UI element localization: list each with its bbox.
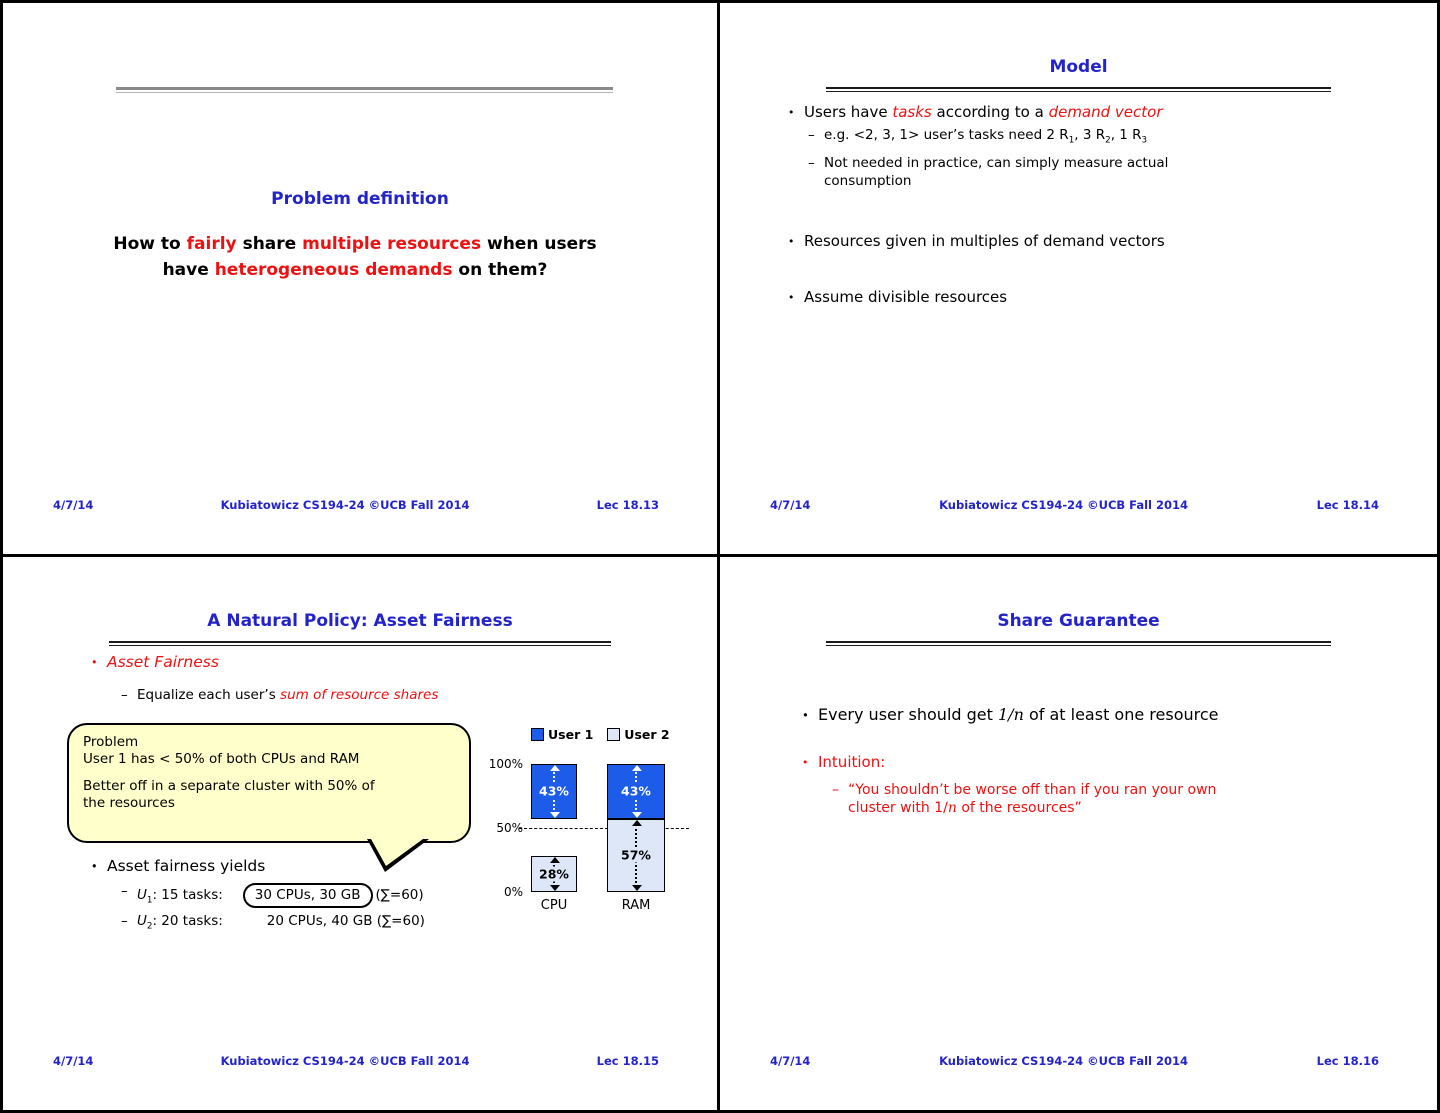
- footer-date: 4/7/14: [53, 1054, 94, 1068]
- bullet-measure-consumption: [808, 155, 1248, 190]
- subscript: 1: [1068, 135, 1075, 146]
- bullet-tasks-demand-vector: [786, 103, 1374, 121]
- subscript: 2: [146, 921, 153, 932]
- footer-lecture-number: Lec 18.13: [596, 497, 659, 512]
- segment-label: 43%: [621, 783, 651, 799]
- bullet-asset-fairness: • Asset Fairness: [89, 653, 219, 671]
- footer-lecture-number: Lec 18.14: [1316, 497, 1379, 512]
- slide-asset-fairness: [3, 557, 720, 1111]
- text-segment: Every user should get: [818, 704, 998, 724]
- text-segment: U: [137, 912, 147, 929]
- title-underline: [826, 87, 1331, 92]
- slide-share-guarantee: [720, 557, 1437, 1111]
- slide-body: [786, 103, 1374, 306]
- text-segment: “You shouldn’t be worse off than if you ran your own: [848, 781, 1217, 798]
- text-segment: sum of resource shares: [280, 686, 439, 703]
- bullet-demand-example: [808, 127, 1248, 147]
- text-segment: Better off in a separate cluster with 50% of: [83, 777, 375, 794]
- top-divider-rule: [116, 87, 613, 93]
- circled-allocation: 30 CPUs, 30 GB: [243, 883, 373, 909]
- user2-color-swatch: [607, 728, 620, 741]
- text-segment: Equalize each user’s: [137, 686, 281, 703]
- footer-lecture-number: Lec 18.16: [1316, 1054, 1379, 1068]
- text-segment: tasks: [892, 103, 932, 121]
- text-segment: U: [137, 886, 147, 903]
- subscript: 2: [1105, 135, 1111, 146]
- text-segment: have: [162, 260, 215, 281]
- footer-date: 4/7/14: [770, 1054, 811, 1068]
- segment-label: 43%: [539, 783, 569, 799]
- math-segment: 1/n: [998, 704, 1024, 724]
- footer-attribution: Kubiatowicz CS194-24 ©UCB Fall 2014: [939, 1054, 1188, 1068]
- sub-bullet-group: [808, 127, 1248, 190]
- bullet-divisible-resources: • Assume divisible resources: [786, 288, 1374, 306]
- legend-item-user2: [607, 727, 669, 742]
- text-segment: demand vector: [1048, 103, 1163, 121]
- chart-legend: [531, 727, 711, 742]
- legend-label: User 2: [624, 726, 670, 742]
- text-segment: How to: [113, 234, 187, 254]
- bullet-user2-allocation: [121, 913, 425, 933]
- slide-title: Share Guarantee: [997, 610, 1160, 631]
- text-segment: heterogeneous demands: [214, 260, 453, 281]
- legend-item-user1: [531, 727, 593, 742]
- slide-footer: [53, 1054, 659, 1068]
- callout-line: User 1 has < 50% of both CPUs and RAM: [83, 751, 360, 768]
- xlabel-ram: RAM: [621, 897, 651, 913]
- slide-title: A Natural Policy: Asset Fairness: [207, 610, 513, 631]
- math-segment: n: [947, 799, 957, 816]
- bullet-user1-allocation: [121, 883, 424, 909]
- bullet-asset-fairness-yields: • Asset fairness yields: [89, 857, 265, 875]
- bullet-intuition: • Intuition:: [800, 753, 885, 771]
- ytick-0: 0%: [503, 884, 523, 899]
- footer-date: 4/7/14: [770, 497, 811, 512]
- text-segment: the resources: [83, 795, 175, 812]
- bar-cpu: [531, 764, 577, 892]
- slide-title: Model: [1049, 57, 1108, 77]
- footer-lecture-number: Lec 18.15: [596, 1054, 659, 1068]
- text-segment: multiple resources: [302, 234, 482, 254]
- text-segment: of the resources”: [956, 799, 1082, 816]
- xlabel-cpu: CPU: [540, 897, 568, 913]
- subscript: 3: [1141, 135, 1148, 146]
- plot-area: [488, 756, 681, 913]
- slide-footer: [770, 1054, 1379, 1068]
- segment-label: 28%: [539, 866, 569, 882]
- asset-fairness-chart: [488, 726, 711, 913]
- cpu-user1-segment: [531, 764, 577, 819]
- ram-user2-segment: [607, 819, 665, 892]
- text-segment: (∑=60): [375, 886, 424, 903]
- text-segment: : 15 tasks:: [152, 886, 223, 903]
- slide-footer: [770, 498, 1379, 512]
- text-segment: on them?: [452, 260, 548, 281]
- subscript: 1: [146, 895, 153, 906]
- title-underline: [109, 641, 611, 646]
- text-segment: , 1 R: [1110, 127, 1142, 143]
- bullet-intuition-quote: [832, 781, 1292, 817]
- slide-footer: [53, 498, 659, 512]
- bar-ram: [607, 764, 665, 892]
- segment-label: 57%: [621, 847, 651, 863]
- text-segment: fairly: [186, 234, 237, 254]
- problem-callout: [67, 723, 471, 843]
- text-segment: consumption: [824, 172, 912, 189]
- legend-label: User 1: [548, 726, 594, 742]
- callout-line: Problem: [83, 733, 139, 750]
- slide-title: Problem definition: [271, 189, 449, 209]
- text-segment: according to a: [931, 103, 1049, 121]
- user1-color-swatch: [531, 728, 544, 741]
- callout-line: [83, 778, 455, 813]
- bullet-equalize-shares: [121, 687, 438, 705]
- text-segment: : 20 tasks:: [152, 912, 223, 929]
- text-segment: of at least one resource: [1023, 704, 1219, 724]
- ytick-100: 100%: [488, 756, 523, 771]
- footer-attribution: Kubiatowicz CS194-24 ©UCB Fall 2014: [220, 497, 470, 512]
- text-segment: e.g. <2, 3, 1> user’s tasks need 2 R: [824, 127, 1069, 143]
- footer-attribution: Kubiatowicz CS194-24 ©UCB Fall 2014: [939, 497, 1188, 512]
- ytick-50: 50%: [496, 820, 523, 835]
- text-segment: when users: [481, 234, 597, 254]
- text-segment: 20 CPUs, 40 GB (∑=60): [266, 912, 425, 929]
- text-segment: share: [236, 234, 303, 254]
- problem-statement: [63, 231, 647, 284]
- text-segment: Users have: [804, 103, 893, 121]
- title-underline: [826, 641, 1331, 646]
- text-segment: Not needed in practice, can simply measure actual: [824, 155, 1169, 172]
- text-segment: , 3 R: [1074, 127, 1106, 143]
- ram-user1-segment: [607, 764, 665, 819]
- text-segment: cluster with 1/: [848, 799, 948, 816]
- footer-date: 4/7/14: [53, 497, 94, 512]
- cpu-user2-segment: [531, 856, 577, 892]
- footer-attribution: Kubiatowicz CS194-24 ©UCB Fall 2014: [220, 1054, 470, 1068]
- bullet-resources-multiples: • Resources given in multiples of demand vectors: [786, 232, 1374, 250]
- bullet-share-guarantee: [800, 705, 1340, 724]
- slide-model: [720, 3, 1437, 557]
- slide-problem-definition: [3, 3, 720, 557]
